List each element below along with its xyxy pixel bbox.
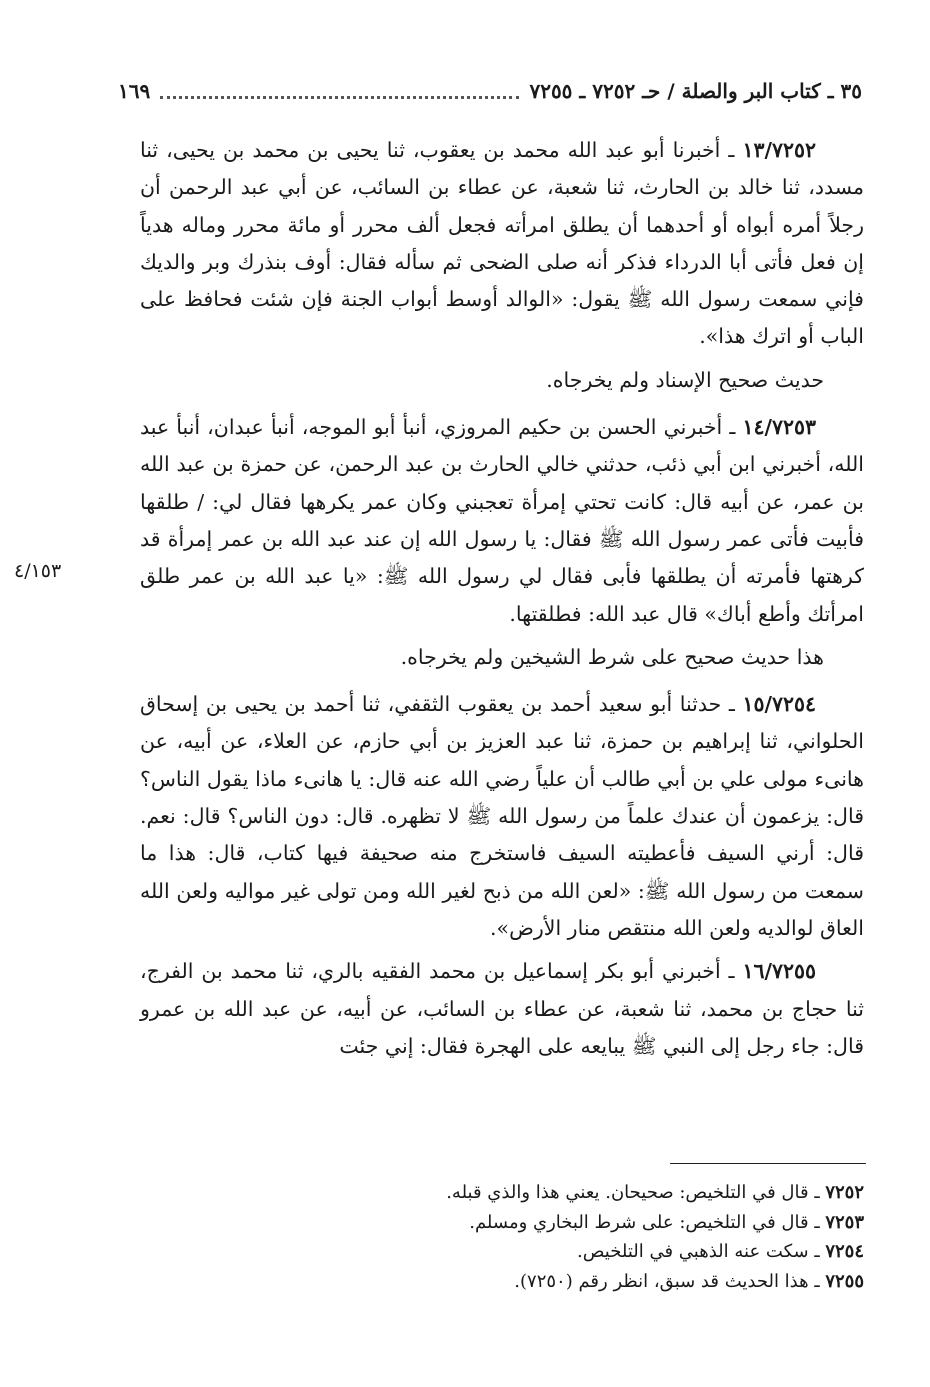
footnote-text: ـ هذا الحديث قد سبق، انظر رقم (٧٢٥٠).: [514, 1270, 826, 1292]
footnote-item: [140, 1237, 864, 1267]
header-dot-leader: [160, 96, 519, 99]
hadith-body: ـ أخبرني أبو بكر إسماعيل بن محمد الفقيه بالري، ثنا محمد بن الفرج، ثنا حجاج بن محمد، ثنا شعبة، عن عطاء بن السائب، عن أبيه، عن عبد الله بن عمرو قال: جاء رجل إلى النبي ﷺ يبايعه على الهجرة فقال: إني جئت: [140, 959, 864, 1058]
footnote-text: ـ قال في التلخيص: على شرط البخاري ومسلم.: [469, 1211, 826, 1233]
hadith-7254: [140, 686, 864, 947]
footnote-text: ـ سكت عنه الذهبي في التلخيص.: [577, 1241, 826, 1262]
footnote-number: ٧٢٥٣: [825, 1211, 864, 1233]
footnotes: [140, 1178, 864, 1296]
hadith-number: ١٤/٧٢٥٣: [742, 415, 816, 440]
page-header: [118, 76, 862, 106]
hadith-grading: حديث صحيح الإسناد ولم يخرجاه.: [546, 367, 824, 392]
hadith-7253: [140, 409, 864, 633]
footnote-item: [140, 1208, 864, 1238]
footnote-number: ٧٢٥٥: [825, 1270, 864, 1292]
footnote-item: [140, 1178, 864, 1208]
hadith-number: ١٦/٧٢٥٥: [742, 959, 816, 984]
hadith-7252: [140, 132, 864, 356]
running-title: ٣٥ ـ كتاب البر والصلة / حـ ٧٢٥٢ ـ ٧٢٥٥: [529, 79, 862, 103]
hadith-number: ١٣/٧٢٥٢: [742, 138, 816, 162]
hadith-body: ـ حدثنا أبو سعيد أحمد بن يعقوب الثقفي، ثنا أحمد بن يحيى بن إسحاق الحلواني، ثنا إبراهيم بن حمزة، ثنا عبد العزيز بن أبي حازم، عن العلاء، عن أبيه، عن هانىء مولى علي بن أبي طالب أن علياً رضي الله عنه قال: يا هانىء ماذا يقول الناس؟ قال: يزعمون أن عندك علماً من رسول الله ﷺ لا تظهره. قال: دون الناس؟ قال: نعم. قال: أرني السيف فأعطيته السيف فاستخرج منه صحيفة فيها كتاب، قال: هذا ما سمعت من رسول الله ﷺ: «لعن الله من ذبح لغير الله ومن تولى غير مواليه ولعن الله العاق لوالديه ولعن الله منتقص منار الأرض».: [140, 692, 864, 940]
hadith-body: ـ أخبرنا أبو عبد الله محمد بن يعقوب، ثنا يحيى بن محمد بن يحيى، ثنا مسدد، ثنا خالد بن الحارث، ثنا شعبة، عن عطاء بن السائب، عن أبي عبد الرحمن أن رجلاً أمره أبواه أو أحدهما أن يطلق امرأته فجعل ألف محرر أو مائة محرر وماله هدياً إن فعل فأتى أبا الدرداء فذكر أنه صلى الضحى ثم سأله فقال: أوف بنذرك وبر والديك فإني سمعت رسول الله ﷺ يقول: «الوالد أوسط أبواب الجنة فإن شئت فحافظ على الباب أو اترك هذا».: [140, 138, 864, 349]
page-number: ١٦٩: [118, 79, 151, 103]
footnote-text: ـ قال في التلخيص: صحيحان. يعني هذا والذي قبله.: [446, 1182, 826, 1203]
footnote-separator: [670, 1163, 866, 1164]
margin-volume-page-reference: ٤/١٥٣: [14, 560, 62, 582]
hadith-body: ـ أخبرني الحسن بن حكيم المروزي، أنبأ أبو الموجه، أنبأ عبدان، أنبأ عبد الله، أخبرني ابن أبي ذئب، حدثني خالي الحارث بن عبد الرحمن، عن حمزة بن عبد الله بن عمر، عن أبيه قال: كانت تحتي إمرأة تعجبني وكان عمر يكرهها فقال لي: / طلقها فأبيت فأتى عمر رسول الله ﷺ فقال: يا رسول الله إن عند عبد الله بن عمر إمرأة قد كرهتها فأمرته أن يطلقها فأبى فقال لي رسول الله ﷺ: «يا عبد الله بن عمر طلق امرأتك وأطع أباك» قال عبد الله: فطلقتها.: [140, 415, 864, 626]
footnote-number: ٧٢٥٤: [825, 1241, 864, 1262]
main-text: [140, 132, 864, 1065]
hadith-7255: [140, 953, 864, 1065]
hadith-grading: هذا حديث صحيح على شرط الشيخين ولم يخرجاه.: [400, 644, 824, 669]
footnote-number: ٧٢٥٢: [825, 1182, 864, 1203]
footnote-item: [140, 1267, 864, 1297]
hadith-number: ١٥/٧٢٥٤: [742, 692, 816, 717]
